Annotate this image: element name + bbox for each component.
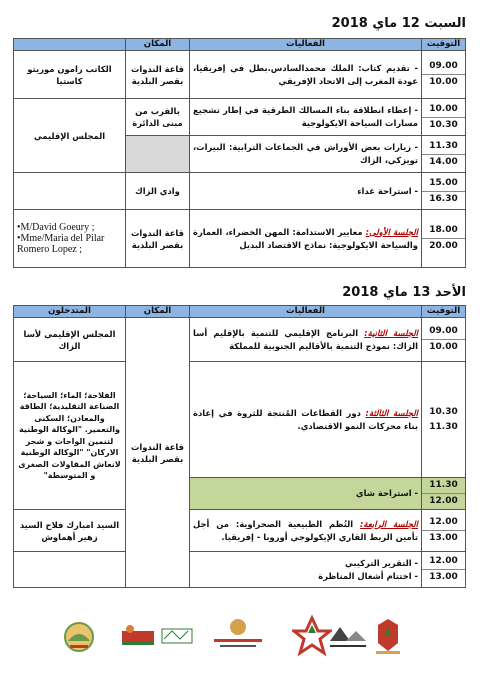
activity-cell: - استراحة غداء: [190, 173, 422, 210]
end-time: 10.00: [422, 74, 465, 90]
activity-text: البرنامج الإقليمي للتنمية بالإقليم أسا الزاك: نموذج التنمية بالأقاليم الجنوبية للمملكة: [193, 327, 418, 351]
end-time: 11.30: [429, 421, 458, 432]
start-time: 12.00: [429, 517, 458, 527]
table-row: [14, 173, 466, 210]
activity-cell: [190, 510, 422, 552]
session-label: الجلسة الثانية:: [364, 327, 419, 338]
table-row: [14, 318, 466, 362]
start-time: 11.30: [429, 480, 458, 490]
session-label: الجلسة الثالثة:: [365, 407, 419, 418]
place-cell: وادي الزاك: [126, 173, 190, 210]
activity-cell: [190, 362, 422, 478]
time-cell: [422, 318, 466, 362]
table-row: [14, 51, 466, 99]
logo-6: [326, 621, 370, 651]
end-time: 10.00: [422, 339, 465, 355]
time-cell: [422, 362, 466, 478]
sponsor-logos: [0, 615, 480, 675]
end-time: 10.30: [422, 117, 465, 133]
header-speakers: المتدخلون: [14, 306, 126, 318]
place-cell: [126, 136, 190, 173]
day2-header-row: [14, 306, 466, 318]
activity-cell: - زيارات بعض الأوراش في الجماعات الترابية: البيرات، تويزكي، الزاك: [190, 136, 422, 173]
start-time: 15.00: [429, 177, 458, 188]
activity-cell: [190, 318, 422, 362]
day1-header-row: [14, 39, 466, 51]
time-cell: [422, 173, 466, 210]
speakers-cell: الكاتب رامون موريتو كاستيا: [14, 51, 126, 99]
activity-text: دور القطاعات المُنتجة للثروة في إعادة بناء محركات النمو الاقتصادي.: [193, 407, 418, 431]
header-place: المكان: [126, 39, 190, 51]
activity-cell: - تقديم كتاب: الملك محمدالسادس.بطل في إفريقيا، عودة المغرب إلى الاتحاد الإفريقي: [190, 51, 422, 99]
time-cell: [422, 478, 466, 510]
logo-2: [120, 623, 156, 649]
header-time: التوقيت: [422, 39, 466, 51]
activity-cell: [190, 210, 422, 268]
logo-4: [208, 617, 268, 655]
speakers-cell: المجلس الإقليمي لأسا الزاك: [14, 318, 126, 362]
header-place: المكان: [126, 306, 190, 318]
logo-3: [160, 625, 194, 647]
table-row: [14, 362, 466, 478]
speakers-cell: السيد امبارك فلاح السيد زهير أهماوش: [14, 510, 126, 552]
session-label: الجلسة الرابعة:: [360, 518, 418, 529]
time-cell: [422, 552, 466, 588]
time-cell: [422, 136, 466, 173]
end-time: 13.00: [422, 530, 465, 546]
day2-title: الأحد 13 ماي 2018: [342, 285, 466, 300]
speakers-cell: المجلس الإقليمي: [14, 99, 126, 173]
speakers-cell: الفلاحة؛ الماء؛ السياحة؛ الصناعة التقليدية؛ الطاقة والمعادن؛ السكنى والتعمير. "الوكالة الوطنية لتنمين الواحات و شجر الاركان" "الوكالة الوطنية لانعاش المقاولات الصغرى و المتوسطة": [14, 362, 126, 510]
day1-title: السبت 12 ماي 2018: [331, 16, 466, 31]
time-cell: [422, 99, 466, 136]
end-time: 13.00: [422, 569, 465, 585]
start-time: 09.00: [429, 61, 458, 71]
activity-text: النُظم الطبيعية الصحراوية: من أجل تأمين الربط القاري الإيكولوجي أوروبا - إفريقيا.: [193, 518, 418, 542]
time-cell: [422, 51, 466, 99]
logo-7: [372, 615, 404, 657]
table-row: [14, 99, 466, 136]
session-label: الجلسة الأولى:: [365, 226, 418, 237]
speakers-cell: •M/David Goeury ; •Mme/Maria del Pilar Romero Lopez ;: [14, 210, 126, 268]
start-time: 11.30: [429, 140, 458, 151]
activity-text: معايير الاستدامة: المهن الخضراء، العمارة والسياحة الايكولوجية: نماذج الاقتصاد البديل: [193, 226, 418, 250]
place-cell: بالقرب من مبنى الدائرة: [126, 99, 190, 136]
activity-cell: - التقرير التركيبي - اختتام أشغال المناظرة: [190, 552, 422, 588]
start-time: 18.00: [429, 225, 458, 235]
header-speakers: [14, 39, 126, 51]
activity-cell: - إعطاء انطلاقة بناء المسالك الطرقية في إطار تشجيع مسارات السياحة الايكولوجية: [190, 99, 422, 136]
start-time: 09.00: [429, 326, 458, 336]
end-time: 12.00: [422, 493, 465, 509]
header-time: التوقيت: [422, 306, 466, 318]
end-time: 16.30: [422, 191, 465, 207]
time-cell: [422, 510, 466, 552]
activity-cell: - استراحة شاي: [190, 478, 422, 510]
place-cell: قاعة الندوات بقصر البلدية: [126, 210, 190, 268]
end-time: 20.00: [422, 238, 465, 254]
speakers-cell: [14, 173, 126, 210]
day2-schedule-table: [13, 305, 466, 588]
table-row: [14, 552, 466, 588]
day1-schedule-table: [13, 38, 466, 268]
table-row: [14, 210, 466, 268]
place-cell: قاعة الندوات بقصر البلدية: [126, 51, 190, 99]
header-activities: الفعاليات: [190, 39, 422, 51]
header-activities: الفعاليات: [190, 306, 422, 318]
logo-1: [62, 619, 96, 655]
start-time: 10.30: [429, 406, 458, 417]
start-time: 12.00: [429, 556, 458, 566]
place-cell: قاعة الندوات بقصر البلدية: [126, 318, 190, 588]
table-row: [14, 510, 466, 552]
end-time: 14.00: [422, 154, 465, 170]
time-cell: [422, 210, 466, 268]
speakers-cell: [14, 552, 126, 588]
start-time: 10.00: [429, 103, 458, 114]
